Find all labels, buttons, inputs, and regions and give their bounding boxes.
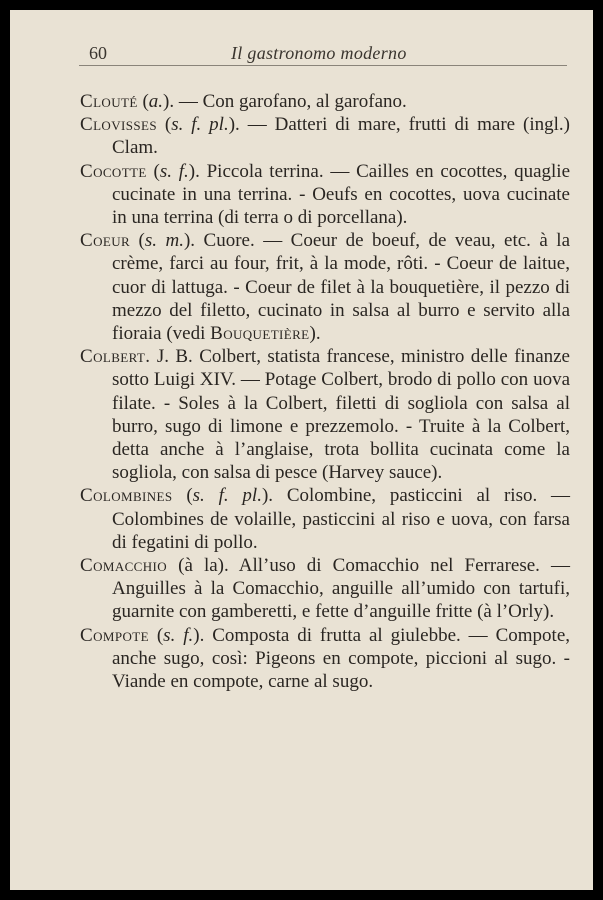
entry-part-of-speech: s. f. pl. [192, 485, 262, 507]
entry-part-of-speech: s. f. [163, 624, 194, 646]
dictionary-entry: Cocotte (s. f.). Piccola terrina. — Cailles en cocottes, quaglie cucinate in una terrina. - Oeufs en cocottes, uova cucinate in una terrina (di terra o di porcellana). [80, 160, 571, 229]
dictionary-entry [80, 345, 570, 484]
entry-headword: Clovisses [80, 114, 157, 136]
entry-headword: Coeur [80, 230, 131, 252]
header-rule [79, 65, 567, 66]
dictionary-entry: Coeur (s. m.). Cuore. — Coeur de boeuf, de veau, etc. à la crème, farci au four, frit, à la mode, rôti. - Coeur de laitue, cuor di lattuga. - Coeur de filet à la bouquetière, il pezzo di mezzo del filetto, cucinato in salsa al burro e servito alla fioraia (vedi Bouquetière). [80, 230, 571, 345]
entry-part-of-speech: s. m. [144, 230, 184, 252]
entry-part-of-speech: a. [148, 91, 164, 112]
entry-definition: — Con garofano, al garofano. [174, 91, 407, 112]
entry-definition: (à la). All’uso di Comacchio nel Ferrarese. — Anguilles à la Comacchio, anguille all’umido con tartufi, guarnite con gamberetti, e fette d’anguille fritte (à l’Orly). [112, 555, 570, 623]
entry-definition-tail: ). [309, 323, 321, 345]
entry-definition: Composta di frutta al giulebbe. — Compote, anche sugo, così: Pigeons en compote, piccioni al sugo. - Viande en compote, carne al sugo. [112, 624, 571, 693]
dictionary-entry: Clovisses (s. f. pl.). — Datteri di mare, frutti di mare (ingl.) Clam. [80, 114, 570, 159]
entry-headword: Colombines [80, 485, 173, 507]
dictionary-entries [80, 90, 570, 693]
entry-definition: Cuore. — Coeur de boeuf, de veau, etc. à la crème, farci au four, frit, à la mode, rôti. - Coeur de laitue, cuor di lattuga. - Coeur de filet à la bouquetière, il pezzo di mezzo del filetto, cucinato in salsa al burro e servito alla fioraia (vedi [112, 230, 571, 345]
dictionary-entry: Colombines (s. f. pl.). Colombine, pasticcini al riso. — Colombines de volaille, pasticcini al riso e uova, con farsa di fegatini di pollo. [80, 485, 571, 553]
entry-definition: Colombine, pasticcini al riso. — Colombines de volaille, pasticcini al riso e uova, con farsa di fegatini di pollo. [112, 485, 571, 553]
dictionary-entry: Compote (s. f.). Composta di frutta al giulebbe. — Compote, anche sugo, così: Pigeons en compote, piccioni al sugo. - Viande en compote, carne al sugo. [80, 624, 571, 693]
entry-part-of-speech: s. f. pl. [171, 114, 229, 136]
entry-definition: — Datteri di mare, frutti di mare (ingl.) Clam. [112, 114, 570, 159]
entry-headword: Comacchio [80, 555, 168, 577]
dictionary-entry: Clouté (a.). — Con garofano, al garofano. [80, 91, 407, 112]
entry-headword: Colbert. [80, 346, 151, 368]
entry-headword: Cocotte [80, 160, 147, 182]
entry-headword: Compote [80, 624, 149, 646]
running-title: Il gastronomo moderno [231, 43, 407, 63]
entry-cross-reference: Bouquetière [210, 323, 310, 345]
entry-definition: J. B. Colbert, statista francese, ministro delle finanze sotto Luigi XIV. — Potage Colbert, brodo di pollo con uova filate. - Soles à la Colbert, filetti di sogliola con salsa al burro, sugo di limone e prezzemolo. - Truite à la Colbert, detta anche à l’anglaise, trota bollita cucinata come la sogliola, con salsa di pesce (Harvey sauce). [112, 346, 570, 484]
entry-headword: Clouté [80, 91, 138, 112]
entry-definition: Piccola terrina. — Cailles en cocottes, quaglie cucinate in una terrina. - Oeufs en cocottes, uova cucinate in una terrina (di terra o di porcellana). [112, 160, 571, 229]
dictionary-entry [80, 554, 570, 624]
entry-part-of-speech: s. f. [159, 160, 189, 182]
page-number: 60 [89, 43, 107, 63]
